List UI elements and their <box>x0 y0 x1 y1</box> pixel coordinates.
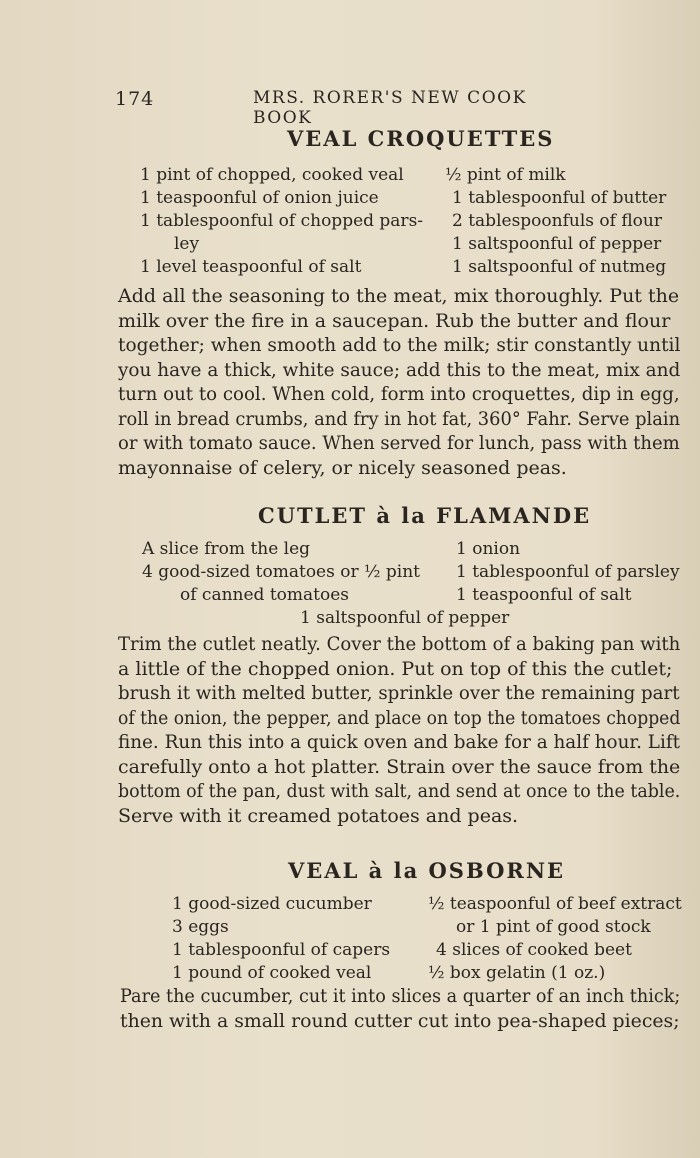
text-line: Add all the seasoning to the meat, mix thoroughly. Put the <box>118 285 680 307</box>
ingredient: or 1 pint of good stock <box>456 917 651 937</box>
text-line: together; when smooth add to the milk; stir constantly until <box>118 334 681 356</box>
ingredient: 1 saltspoonful of pepper <box>300 608 510 628</box>
ingredient: 4 good-sized tomatoes or ½ pint <box>142 562 420 582</box>
text-line: roll in bread crumbs, and fry in hot fat, 360° Fahr. Serve plain <box>118 407 681 430</box>
ingredient: 1 saltspoonful of pepper <box>452 234 662 254</box>
ingredient: A slice from the leg <box>142 539 311 559</box>
ingredient-list <box>142 538 682 630</box>
ingredient: 1 level teaspoonful of salt <box>140 257 362 277</box>
ingredient: ½ pint of milk <box>445 165 566 185</box>
text-line: a little of the chopped onion. Put on top of this the cutlet; <box>118 657 673 680</box>
text-line: or with tomato sauce. When served for lunch, pass with them <box>118 432 680 454</box>
recipe-text <box>118 284 680 480</box>
running-title: MRS. RORER'S NEW COOK BOOK <box>253 88 527 128</box>
ingredient: 4 slices of cooked beet <box>436 940 632 960</box>
text-line: carefully onto a hot platter. Strain over the sauce from the <box>118 755 681 778</box>
ingredient: of canned tomatoes <box>180 585 350 605</box>
ingredient: ½ teaspoonful of beef extract <box>428 894 682 914</box>
ingredient-list <box>172 893 684 985</box>
text-line: bottom of the pan, dust with salt, and send at once to the table. <box>118 780 681 802</box>
recipe-text <box>120 984 680 1033</box>
ingredient: 1 pint of chopped, cooked veal <box>140 165 404 185</box>
ingredient-list <box>140 164 680 279</box>
ingredient: 1 good-sized cucumber <box>172 894 372 914</box>
ingredient: 1 pound of cooked veal <box>172 963 372 983</box>
ingredient: 1 onion <box>456 539 521 559</box>
recipe-text <box>118 632 680 828</box>
ingredient: ½ box gelatin (1 oz.) <box>428 963 606 983</box>
text-line: milk over the fire in a saucepan. Rub the butter and flour <box>118 309 671 332</box>
running-head <box>115 86 575 128</box>
text-line: mayonnaise of celery, or nicely seasoned peas. <box>118 456 567 479</box>
page-number: 174 <box>115 88 155 110</box>
ingredient: 1 tablespoonful of chopped pars- <box>140 211 424 231</box>
ingredient: 1 tablespoonful of butter <box>452 188 667 208</box>
ingredient: 3 eggs <box>172 917 229 937</box>
text-line: you have a thick, white sauce; add this to the meat, mix and <box>118 358 681 381</box>
recipe-title: VEAL CROQUETTES <box>287 126 555 151</box>
ingredient: 1 tablespoonful of capers <box>172 940 391 960</box>
text-line: Pare the cucumber, cut it into slices a quarter of an inch thick; <box>120 985 681 1007</box>
text-line: Serve with it creamed potatoes and peas. <box>118 804 519 827</box>
recipe-title: VEAL à la OSBORNE <box>288 858 566 883</box>
text-line: turn out to cool. When cold, form into croquettes, dip in egg, <box>118 383 680 405</box>
ingredient: 1 teaspoonful of salt <box>456 585 632 605</box>
text-line: Trim the cutlet neatly. Cover the bottom of a baking pan with <box>118 633 681 655</box>
ingredient: 1 teaspoonful of onion juice <box>140 188 379 208</box>
recipe-title: CUTLET à la FLAMANDE <box>258 503 592 528</box>
ingredient: 1 saltspoonful of nutmeg <box>452 257 667 277</box>
ingredient: 1 tablespoonful of parsley <box>456 562 680 582</box>
text-line: of the onion, the pepper, and place on top the tomatoes chopped <box>118 706 681 729</box>
ingredient: ley <box>174 234 200 254</box>
text-line: fine. Run this into a quick oven and bake for a half hour. Lift <box>118 731 681 753</box>
text-line: then with a small round cutter cut into pea-shaped pieces; <box>120 1009 680 1032</box>
text-line: brush it with melted butter, sprinkle over the remaining part <box>118 682 680 704</box>
ingredient: 2 tablespoonfuls of flour <box>452 211 662 231</box>
